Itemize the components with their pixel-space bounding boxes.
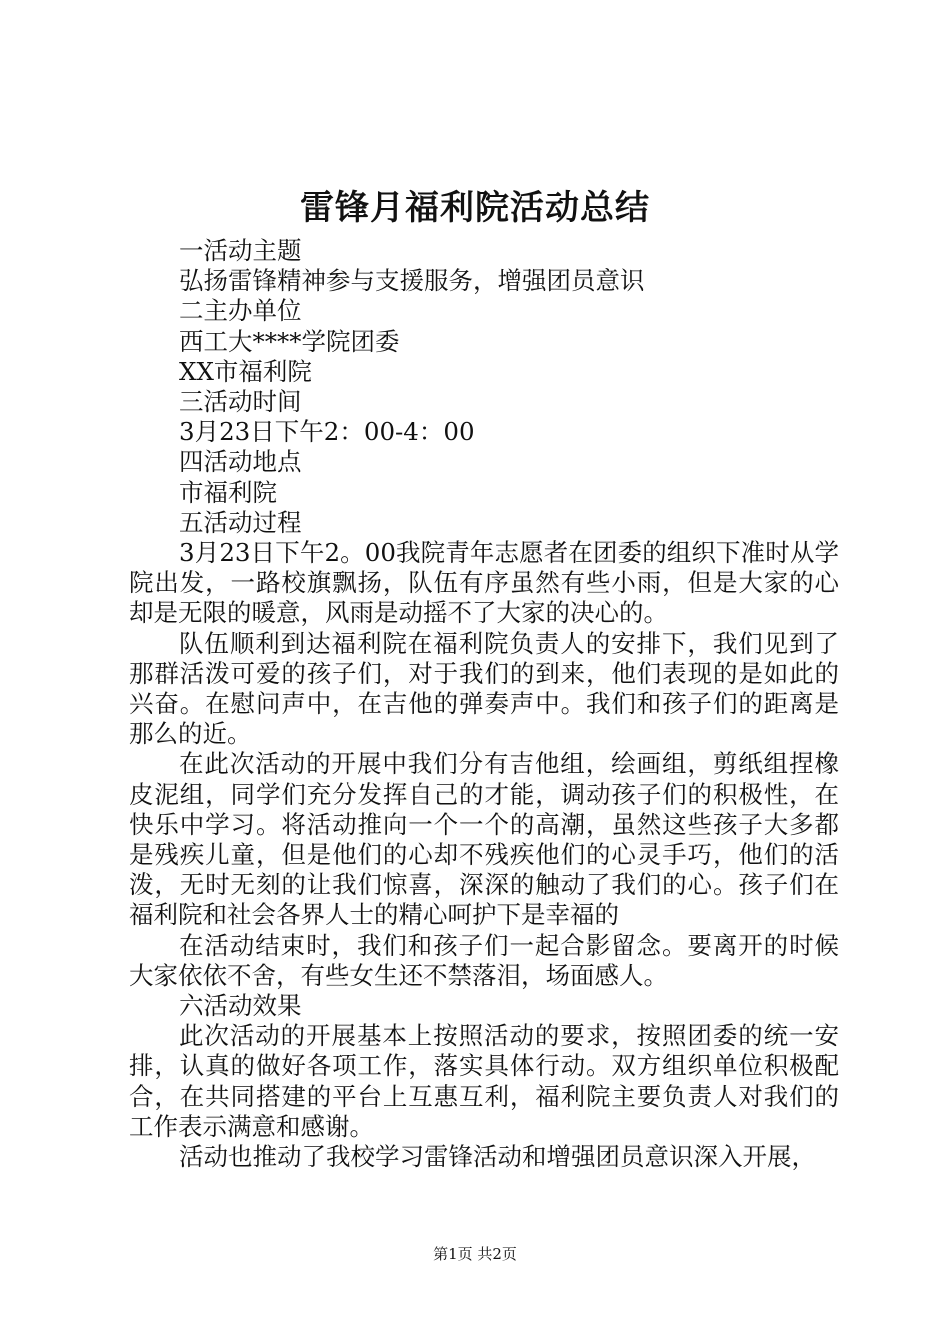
- organizer-2: XX市福利院: [179, 356, 312, 386]
- heading-activity-time: 三活动时间: [179, 387, 302, 417]
- heading-activity-theme: 一活动主题: [179, 236, 302, 265]
- activity-location-text: 市福利院: [179, 477, 277, 507]
- process-paragraph: 队伍顺利到达福利院在福利院负责人的安排下，我们见到了那群活泼可爱的孩子们，对于我们的到来，他们表现的是如此的兴奋。在慰问声中，在吉他的弹奏声中。我们和孩子们的距离是那么的近。: [129, 628, 839, 749]
- heading-activity-location: 四活动地点: [179, 447, 302, 477]
- document-title: 雷锋月福利院活动总结: [300, 188, 650, 228]
- process-paragraph: 在此次活动的开展中我们分有吉他组，绘画组，剪纸组捏橡皮泥组，同学们充分发挥自己的才能，调动孩子们的积极性，在快乐中学习。将活动推向一个一个的高潮，虽然这些孩子大多都是残疾儿童，但是他们的心却不残疾他们的心灵手巧，他们的活泼，无时无刻的让我们惊喜，深深的触动了我们的心。孩子们在福利院和社会各界人士的精心呵护下是幸福的: [129, 749, 839, 930]
- document-body: [129, 236, 839, 1172]
- heading-organizers: 二主办单位: [179, 296, 302, 326]
- activity-theme-text: 弘扬雷锋精神参与支援服务，增强团员意识: [179, 266, 645, 296]
- heading-activity-process: 五活动过程: [179, 507, 302, 537]
- activity-time-text: 3月23日下午2：00-4：00: [179, 417, 475, 447]
- process-paragraph: 3月23日下午2。00我院青年志愿者在团委的组织下准时从学院出发，一路校旗飘扬，队伍有序虽然有些小雨，但是大家的心却是无限的暖意，风雨是动摇不了大家的决心的。: [129, 538, 839, 628]
- effect-paragraph: 此次活动的开展基本上按照活动的要求，按照团委的统一安排，认真的做好各项工作，落实具体行动。双方组织单位积极配合，在共同搭建的平台上互惠互利，福利院主要负责人对我们的工作表示满意和感谢。: [129, 1021, 839, 1141]
- page-footer: 第1页 共2页: [433, 1245, 517, 1263]
- heading-activity-effect: 六活动效果: [179, 991, 302, 1021]
- effect-paragraph: 活动也推动了我校学习雷锋活动和增强团员意识深入开展，: [179, 1142, 816, 1172]
- organizer-1: 西工大****学院团委: [179, 326, 400, 356]
- process-paragraph: 在活动结束时，我们和孩子们一起合影留念。要离开的时候大家依依不舍，有些女生还不禁落泪，场面感人。: [129, 930, 839, 990]
